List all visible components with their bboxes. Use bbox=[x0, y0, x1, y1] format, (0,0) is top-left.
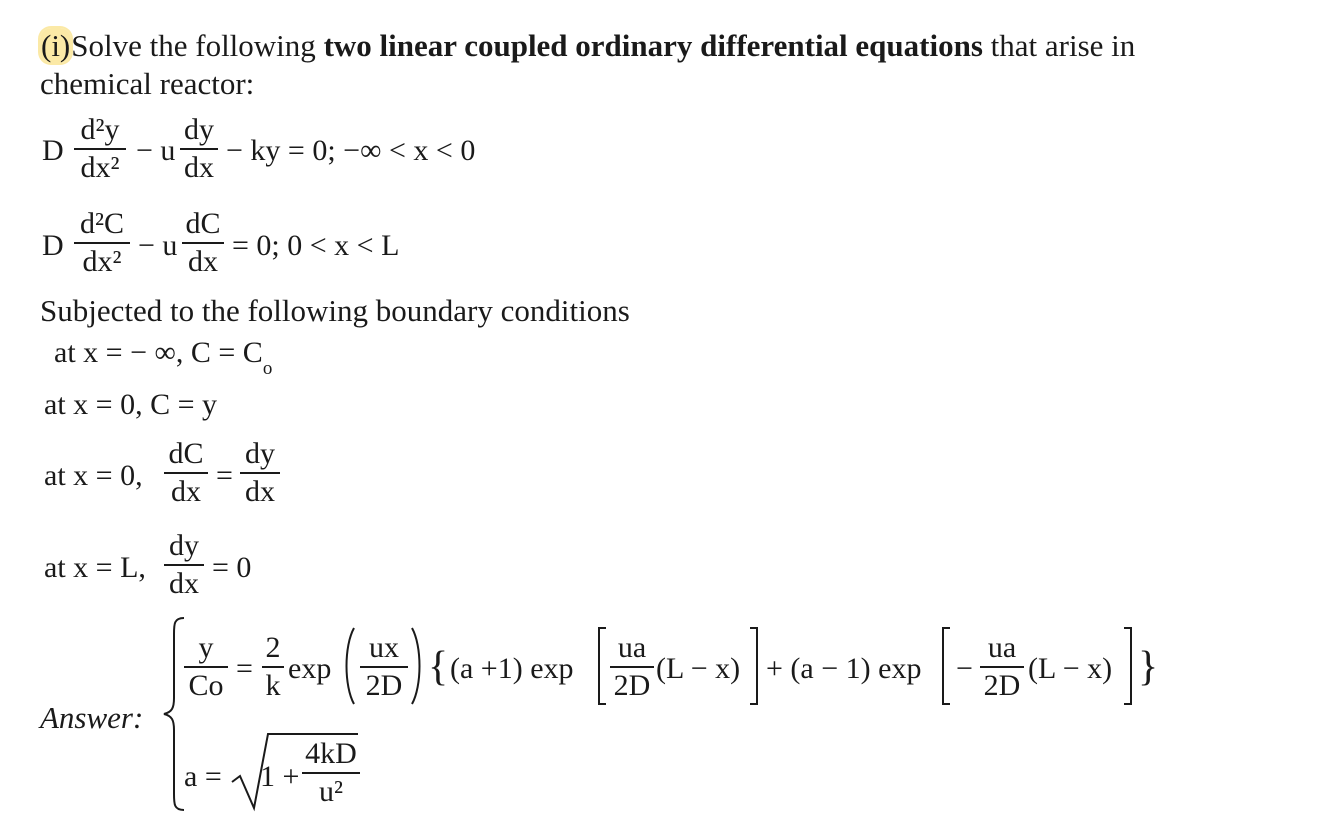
bc-intro: Subjected to the following boundary conditions bbox=[40, 293, 630, 328]
answer-label: Answer: bbox=[40, 700, 144, 735]
eq1-frac-second-derivative: d²y dx² bbox=[74, 114, 126, 183]
problem-line-2: chemical reactor: bbox=[40, 66, 255, 101]
bracket-right-2 bbox=[1122, 626, 1134, 706]
ans-frac-y-over-co: y Co bbox=[184, 632, 228, 701]
eq2-lead: D bbox=[42, 229, 64, 262]
bc3-frac-dy: dy dx bbox=[240, 438, 280, 507]
eq2-frac-second-derivative: d²C dx² bbox=[74, 208, 130, 277]
eq1-frac-first-derivative: dy dx bbox=[180, 114, 218, 183]
ans-frac-ux-over-2d: ux 2D bbox=[360, 632, 408, 701]
ans-frac-ua-over-2d-1: ua 2D bbox=[610, 632, 654, 701]
eq2-rest: = 0; 0 < x < L bbox=[232, 229, 400, 262]
paren-left-1 bbox=[342, 626, 356, 706]
eq1-rest: − ky = 0; −∞ < x < 0 bbox=[226, 134, 476, 167]
bc4-frac-dy: dy dx bbox=[164, 530, 204, 599]
problem-label: (i) bbox=[41, 28, 71, 63]
problem-line-1 bbox=[40, 30, 1135, 61]
eq2-mid: − u bbox=[138, 229, 178, 262]
ans-frac-2-over-k: 2 k bbox=[262, 632, 284, 701]
intro-text-a: Solve the following bbox=[71, 28, 324, 63]
bracket-left-1 bbox=[596, 626, 608, 706]
bc3-frac-dC: dC dx bbox=[164, 438, 208, 507]
bc-1: at x = − ∞, $C = C_o$ bbox=[54, 336, 273, 379]
bc1-subscript: o bbox=[262, 358, 273, 379]
intro-bold-text: two linear coupled ordinary differential equations bbox=[323, 28, 983, 63]
eq2-frac-first-derivative: dC dx bbox=[182, 208, 224, 277]
ans-frac-ua-over-2d-2: ua 2D bbox=[980, 632, 1024, 701]
bc-2: at x = 0, C = y bbox=[44, 388, 217, 421]
ans-frac-4kd-over-u2: 4kD u² bbox=[302, 738, 360, 807]
eq1-lead: D bbox=[42, 134, 64, 167]
eq1-mid: − u bbox=[136, 134, 176, 167]
bracket-left-2 bbox=[940, 626, 952, 706]
bracket-right-1 bbox=[748, 626, 760, 706]
intro-text-b: that arise in bbox=[982, 28, 1136, 63]
curly-close: } bbox=[1138, 644, 1159, 690]
curly-open: { bbox=[428, 644, 449, 690]
paren-right-1 bbox=[410, 626, 424, 706]
